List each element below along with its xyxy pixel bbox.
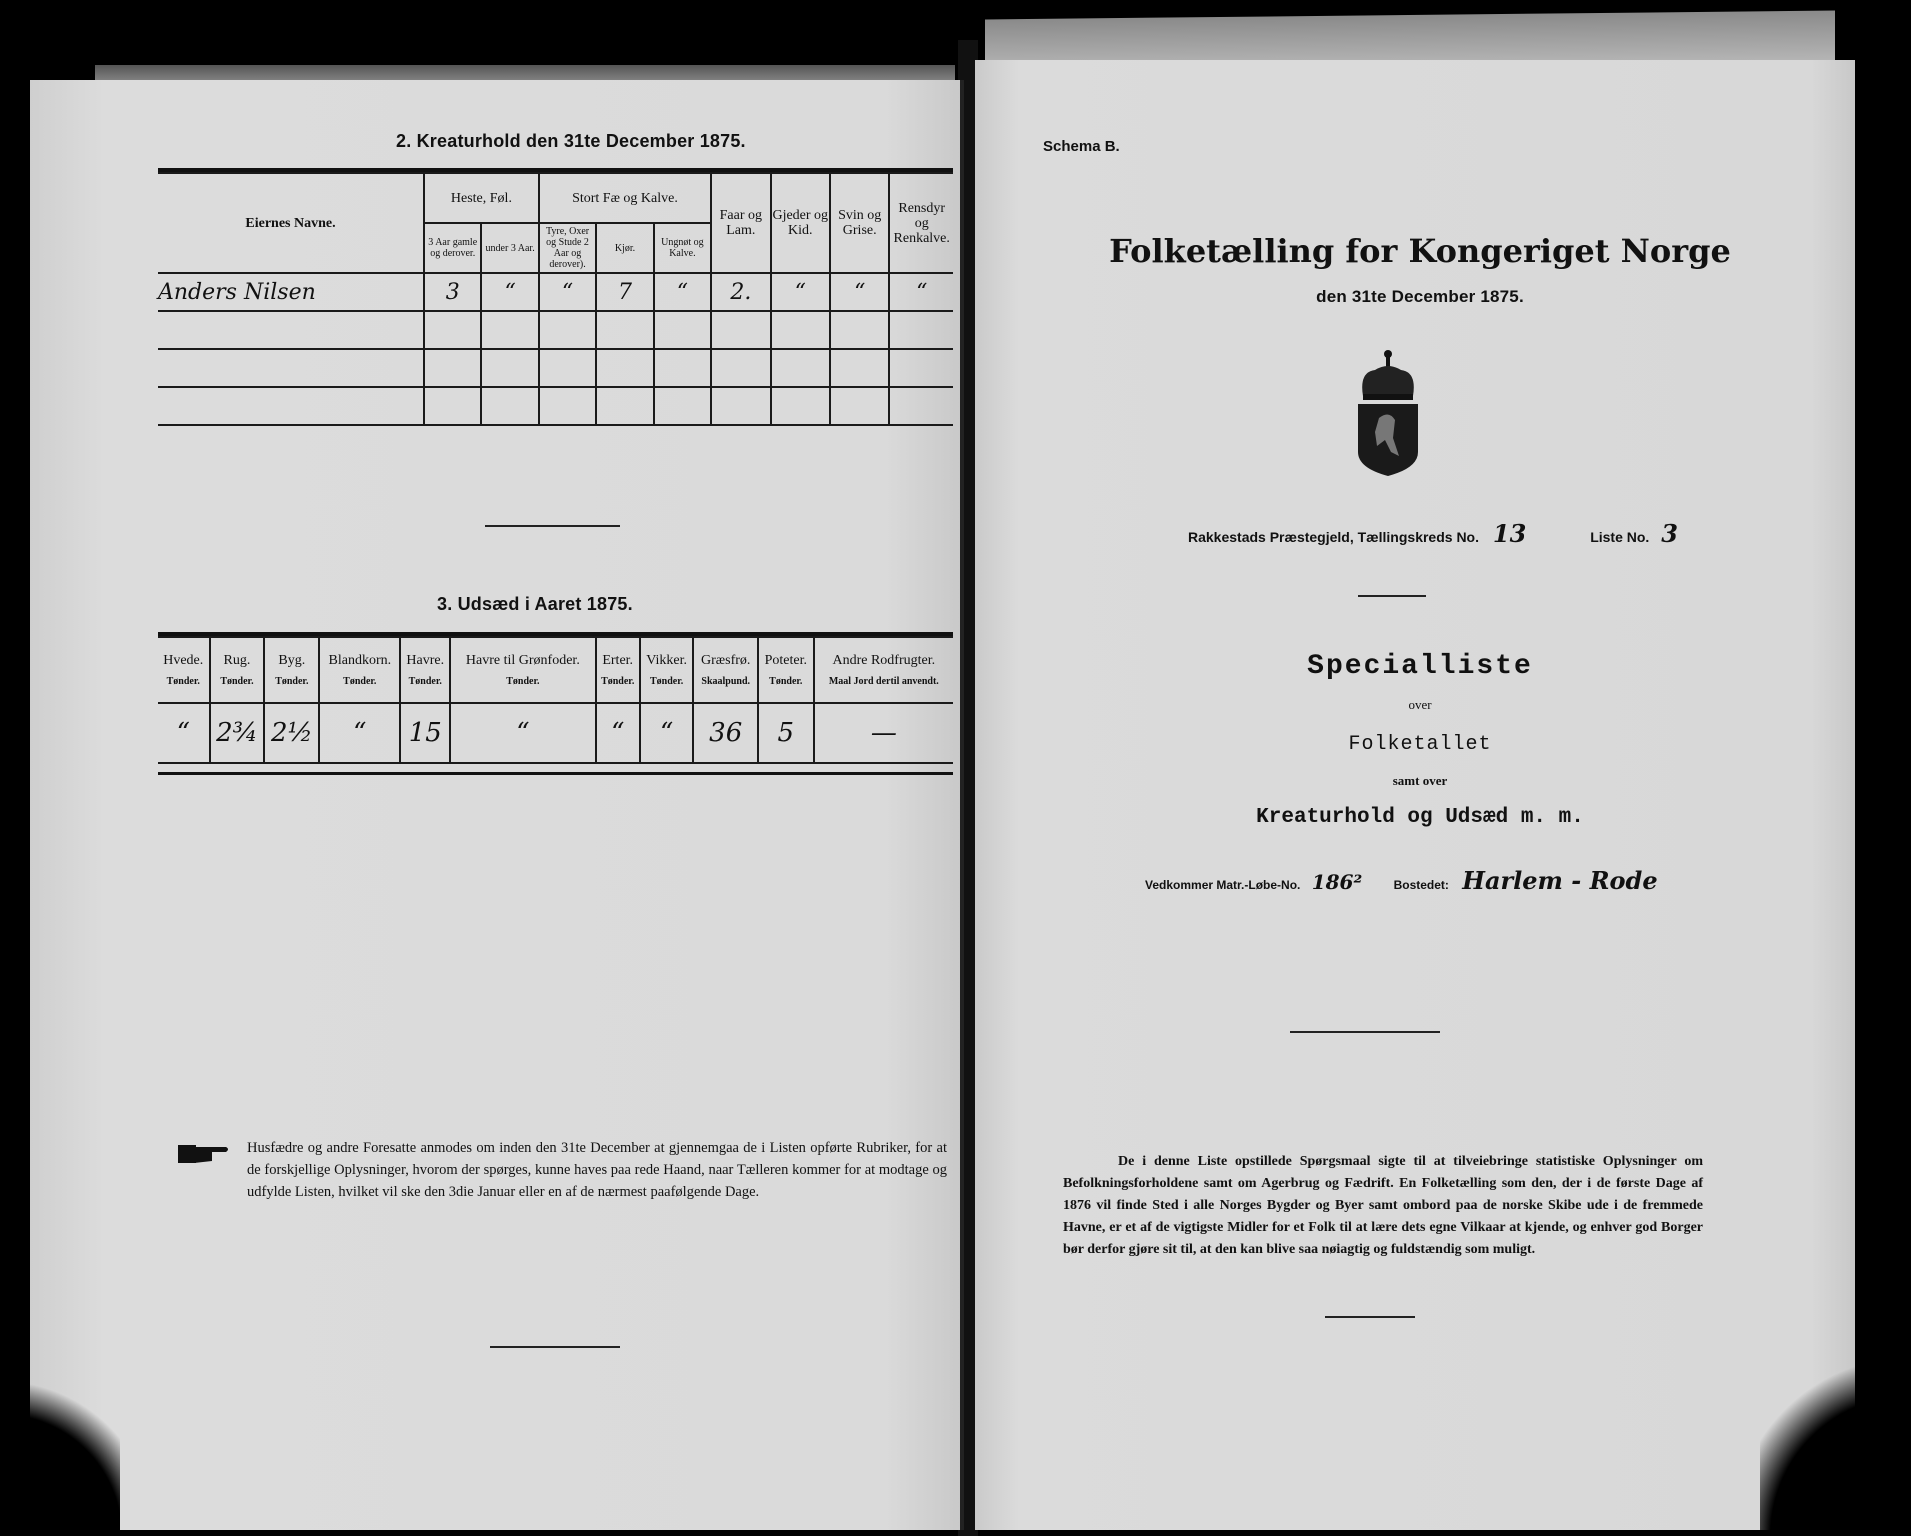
- specialliste-heading: Specialliste: [1307, 651, 1533, 682]
- livestock-value-cell: [830, 387, 889, 425]
- page-corner-shadow-left: [0, 1350, 120, 1536]
- matr-label: Vedkommer Matr.-Løbe-No.: [1145, 878, 1301, 892]
- seed-col-label: Vikker.: [646, 653, 688, 668]
- subheading: Kreaturhold og Udsæd m. m.: [1256, 806, 1584, 829]
- col-header-horses-3plus: 3 Aar gamle og derover.: [424, 223, 481, 273]
- seed-col-label: Græsfrø.: [701, 653, 751, 668]
- seed-col-header: [640, 637, 694, 703]
- parish-label: Rakkestads Præstegjeld, Tællingskreds No.: [1188, 529, 1479, 545]
- col-header-reindeer: Rensdyr og Renkalve.: [889, 173, 953, 273]
- seed-col-header: [264, 637, 319, 703]
- cattle-group-header: Stort Fæ og Kalve.: [539, 173, 711, 223]
- livestock-value-cell: 3: [424, 273, 481, 311]
- owner-name-cell: [158, 311, 424, 349]
- seed-col-label: Havre til Grønfoder.: [465, 653, 580, 668]
- list-label: Liste No.: [1590, 529, 1650, 545]
- col-header-young-calves: Ungnøt og Kalve.: [654, 223, 711, 273]
- seed-value-cell: “: [596, 703, 640, 763]
- seed-col-header: [158, 637, 210, 703]
- livestock-value-cell: 2.: [711, 273, 770, 311]
- livestock-value-cell: “: [654, 273, 711, 311]
- bottom-divider-rule: [490, 1346, 620, 1348]
- livestock-row: [158, 349, 953, 387]
- livestock-value-cell: [711, 349, 770, 387]
- seed-value-cell: 36: [693, 703, 757, 763]
- address-line: [1145, 866, 1658, 895]
- parish-line: [1188, 519, 1678, 548]
- livestock-value-cell: [539, 311, 596, 349]
- right-bottom-rule: [1325, 1316, 1415, 1318]
- schema-label: Schema B.: [1043, 138, 1120, 155]
- census-date: den 31te December 1875.: [1316, 287, 1524, 306]
- livestock-value-cell: [771, 311, 830, 349]
- livestock-value-cell: [481, 349, 538, 387]
- livestock-value-cell: “: [889, 273, 953, 311]
- livestock-value-cell: 7: [596, 273, 653, 311]
- livestock-value-cell: [889, 387, 953, 425]
- seed-col-header: [814, 637, 953, 703]
- norwegian-coat-of-arms-icon: [1355, 348, 1421, 483]
- col-header-cows: Kjør.: [596, 223, 653, 273]
- seed-col-label: Havre.: [406, 653, 445, 668]
- list-number: 3: [1661, 519, 1678, 548]
- livestock-value-cell: [711, 387, 770, 425]
- owner-name-cell: [158, 349, 424, 387]
- seed-col-label: Blandkorn.: [328, 653, 392, 668]
- seed-col-unit: Tønder.: [506, 676, 540, 687]
- livestock-value-cell: [481, 387, 538, 425]
- census-title: Folketælling for Kongeriget Norge: [1109, 232, 1731, 270]
- seed-col-label: Poteter.: [764, 653, 807, 668]
- seed-col-unit: Tønder.: [166, 676, 200, 687]
- seed-col-label: Hvede.: [163, 653, 204, 668]
- livestock-value-cell: [654, 349, 711, 387]
- seed-value-cell: —: [814, 703, 953, 763]
- seed-col-header: [450, 637, 595, 703]
- seed-col-header: [693, 637, 757, 703]
- census-explanation: De i denne Liste opstillede Spørgsmaal sigte til at tilveiebringe statistiske Oplysninger om Befolkningsforholdene samt om Agerbrug og Fædrift. En Folketælling som den, der i de første Dage af 1876 vil finde Sted i alle Norges Bygder og Byer samt ombord paa de norske Skibe ude i de fremmede Havne, er et af de vigtigste Midler for et Folk til at lære dets egne Vilkaar at kjende, og enhver god Borger bør derfor gjøre sit til, at den kan blive saa nøiagtig og fuldstændig som muligt.: [1063, 1154, 1703, 1257]
- divider-rule: [485, 525, 620, 527]
- livestock-value-cell: [654, 387, 711, 425]
- col-header-pigs: Svin og Grise.: [830, 173, 889, 273]
- pointing-hand-icon: [178, 1141, 230, 1165]
- seed-col-header: [210, 637, 265, 703]
- bosted-value: Harlem - Rode: [1462, 866, 1658, 895]
- section2-title: 2. Kreaturhold den 31te December 1875.: [396, 131, 746, 151]
- seed-col-unit: Tønder.: [220, 676, 254, 687]
- livestock-table: [158, 172, 953, 426]
- over-label: over: [1408, 697, 1432, 712]
- livestock-value-cell: [771, 387, 830, 425]
- seed-value-cell: “: [450, 703, 595, 763]
- instructions-notice: Husfædre og andre Foresatte anmodes om inden den 31te December at gjennemgaa de i Listen opførte Rubriker, for at de forskjellige Oplysninger, hvorom der spørges, kunne haves paa rede Haand, naar Tælleren kommer for at modtage og udfylde Listen, hvilket vil ske den 3die Januar eller en af de nærmest paafølgende Dage.: [247, 1140, 947, 1200]
- seed-col-header: [596, 637, 640, 703]
- seed-col-unit: Tønder.: [769, 676, 803, 687]
- seed-col-header: [400, 637, 450, 703]
- seed-col-header: [319, 637, 400, 703]
- livestock-value-cell: “: [830, 273, 889, 311]
- seed-value-cell: 2¾: [210, 703, 265, 763]
- seed-value-cell: “: [319, 703, 400, 763]
- seed-col-unit: Skaalpund.: [701, 676, 751, 687]
- livestock-value-cell: [889, 311, 953, 349]
- seed-table: [158, 636, 953, 764]
- matr-number: 186²: [1311, 870, 1363, 894]
- livestock-value-cell: “: [539, 273, 596, 311]
- seed-col-unit: Tønder.: [275, 676, 309, 687]
- livestock-row: [158, 273, 953, 311]
- seed-col-unit: Tønder.: [601, 676, 635, 687]
- col-header-horses-under3: under 3 Aar.: [481, 223, 538, 273]
- seed-table-bottom-rule: [158, 772, 953, 775]
- col-header-bulls-oxen: Tyre, Oxer og Stude 2 Aar og derover).: [539, 223, 596, 273]
- livestock-value-cell: [889, 349, 953, 387]
- seed-col-label: Andre Rodfrugter.: [832, 653, 936, 668]
- seed-col-header: [758, 637, 814, 703]
- livestock-value-cell: [830, 349, 889, 387]
- bosted-label: Bostedet:: [1393, 878, 1449, 892]
- livestock-value-cell: [830, 311, 889, 349]
- owner-column-header: Eiernes Navne.: [158, 173, 424, 273]
- right-divider-rule: [1358, 595, 1426, 597]
- livestock-value-cell: [424, 387, 481, 425]
- section3-title: 3. Udsæd i Aaret 1875.: [437, 594, 633, 614]
- seed-col-label: Rug.: [223, 653, 251, 668]
- livestock-value-cell: [771, 349, 830, 387]
- col-header-sheep: Faar og Lam.: [711, 173, 770, 273]
- seed-value-cell: 15: [400, 703, 450, 763]
- livestock-value-cell: [596, 349, 653, 387]
- seed-col-unit: Maal Jord dertil anvendt.: [828, 676, 939, 687]
- seed-value-cell: “: [640, 703, 694, 763]
- seed-value-cell: “: [158, 703, 210, 763]
- seed-col-unit: Tønder.: [650, 676, 684, 687]
- livestock-row: [158, 311, 953, 349]
- samt-over-label: samt over: [1392, 773, 1448, 788]
- owner-name-cell: [158, 387, 424, 425]
- livestock-value-cell: “: [481, 273, 538, 311]
- seed-col-label: Byg.: [278, 653, 306, 668]
- col-header-goats: Gjeder og Kid.: [771, 173, 830, 273]
- livestock-value-cell: [711, 311, 770, 349]
- livestock-value-cell: [539, 349, 596, 387]
- page-corner-shadow: [1760, 1330, 1911, 1536]
- horses-group-header: Heste, Føl.: [424, 173, 539, 223]
- seed-col-unit: Tønder.: [408, 676, 442, 687]
- livestock-value-cell: [596, 311, 653, 349]
- district-number: 13: [1492, 519, 1527, 548]
- right-mid-rule: [1290, 1031, 1440, 1033]
- seed-col-unit: Tønder.: [343, 676, 377, 687]
- livestock-value-cell: [424, 311, 481, 349]
- livestock-value-cell: [654, 311, 711, 349]
- seed-value-cell: 5: [758, 703, 814, 763]
- owner-name-cell: Anders Nilsen: [158, 273, 424, 311]
- livestock-value-cell: [539, 387, 596, 425]
- seed-col-label: Erter.: [602, 653, 634, 668]
- livestock-row: [158, 387, 953, 425]
- livestock-value-cell: [424, 349, 481, 387]
- folketallet-label: Folketallet: [1348, 733, 1492, 756]
- livestock-value-cell: “: [771, 273, 830, 311]
- livestock-value-cell: [596, 387, 653, 425]
- right-page: [975, 60, 1855, 1530]
- seed-value-cell: 2½: [264, 703, 319, 763]
- livestock-value-cell: [481, 311, 538, 349]
